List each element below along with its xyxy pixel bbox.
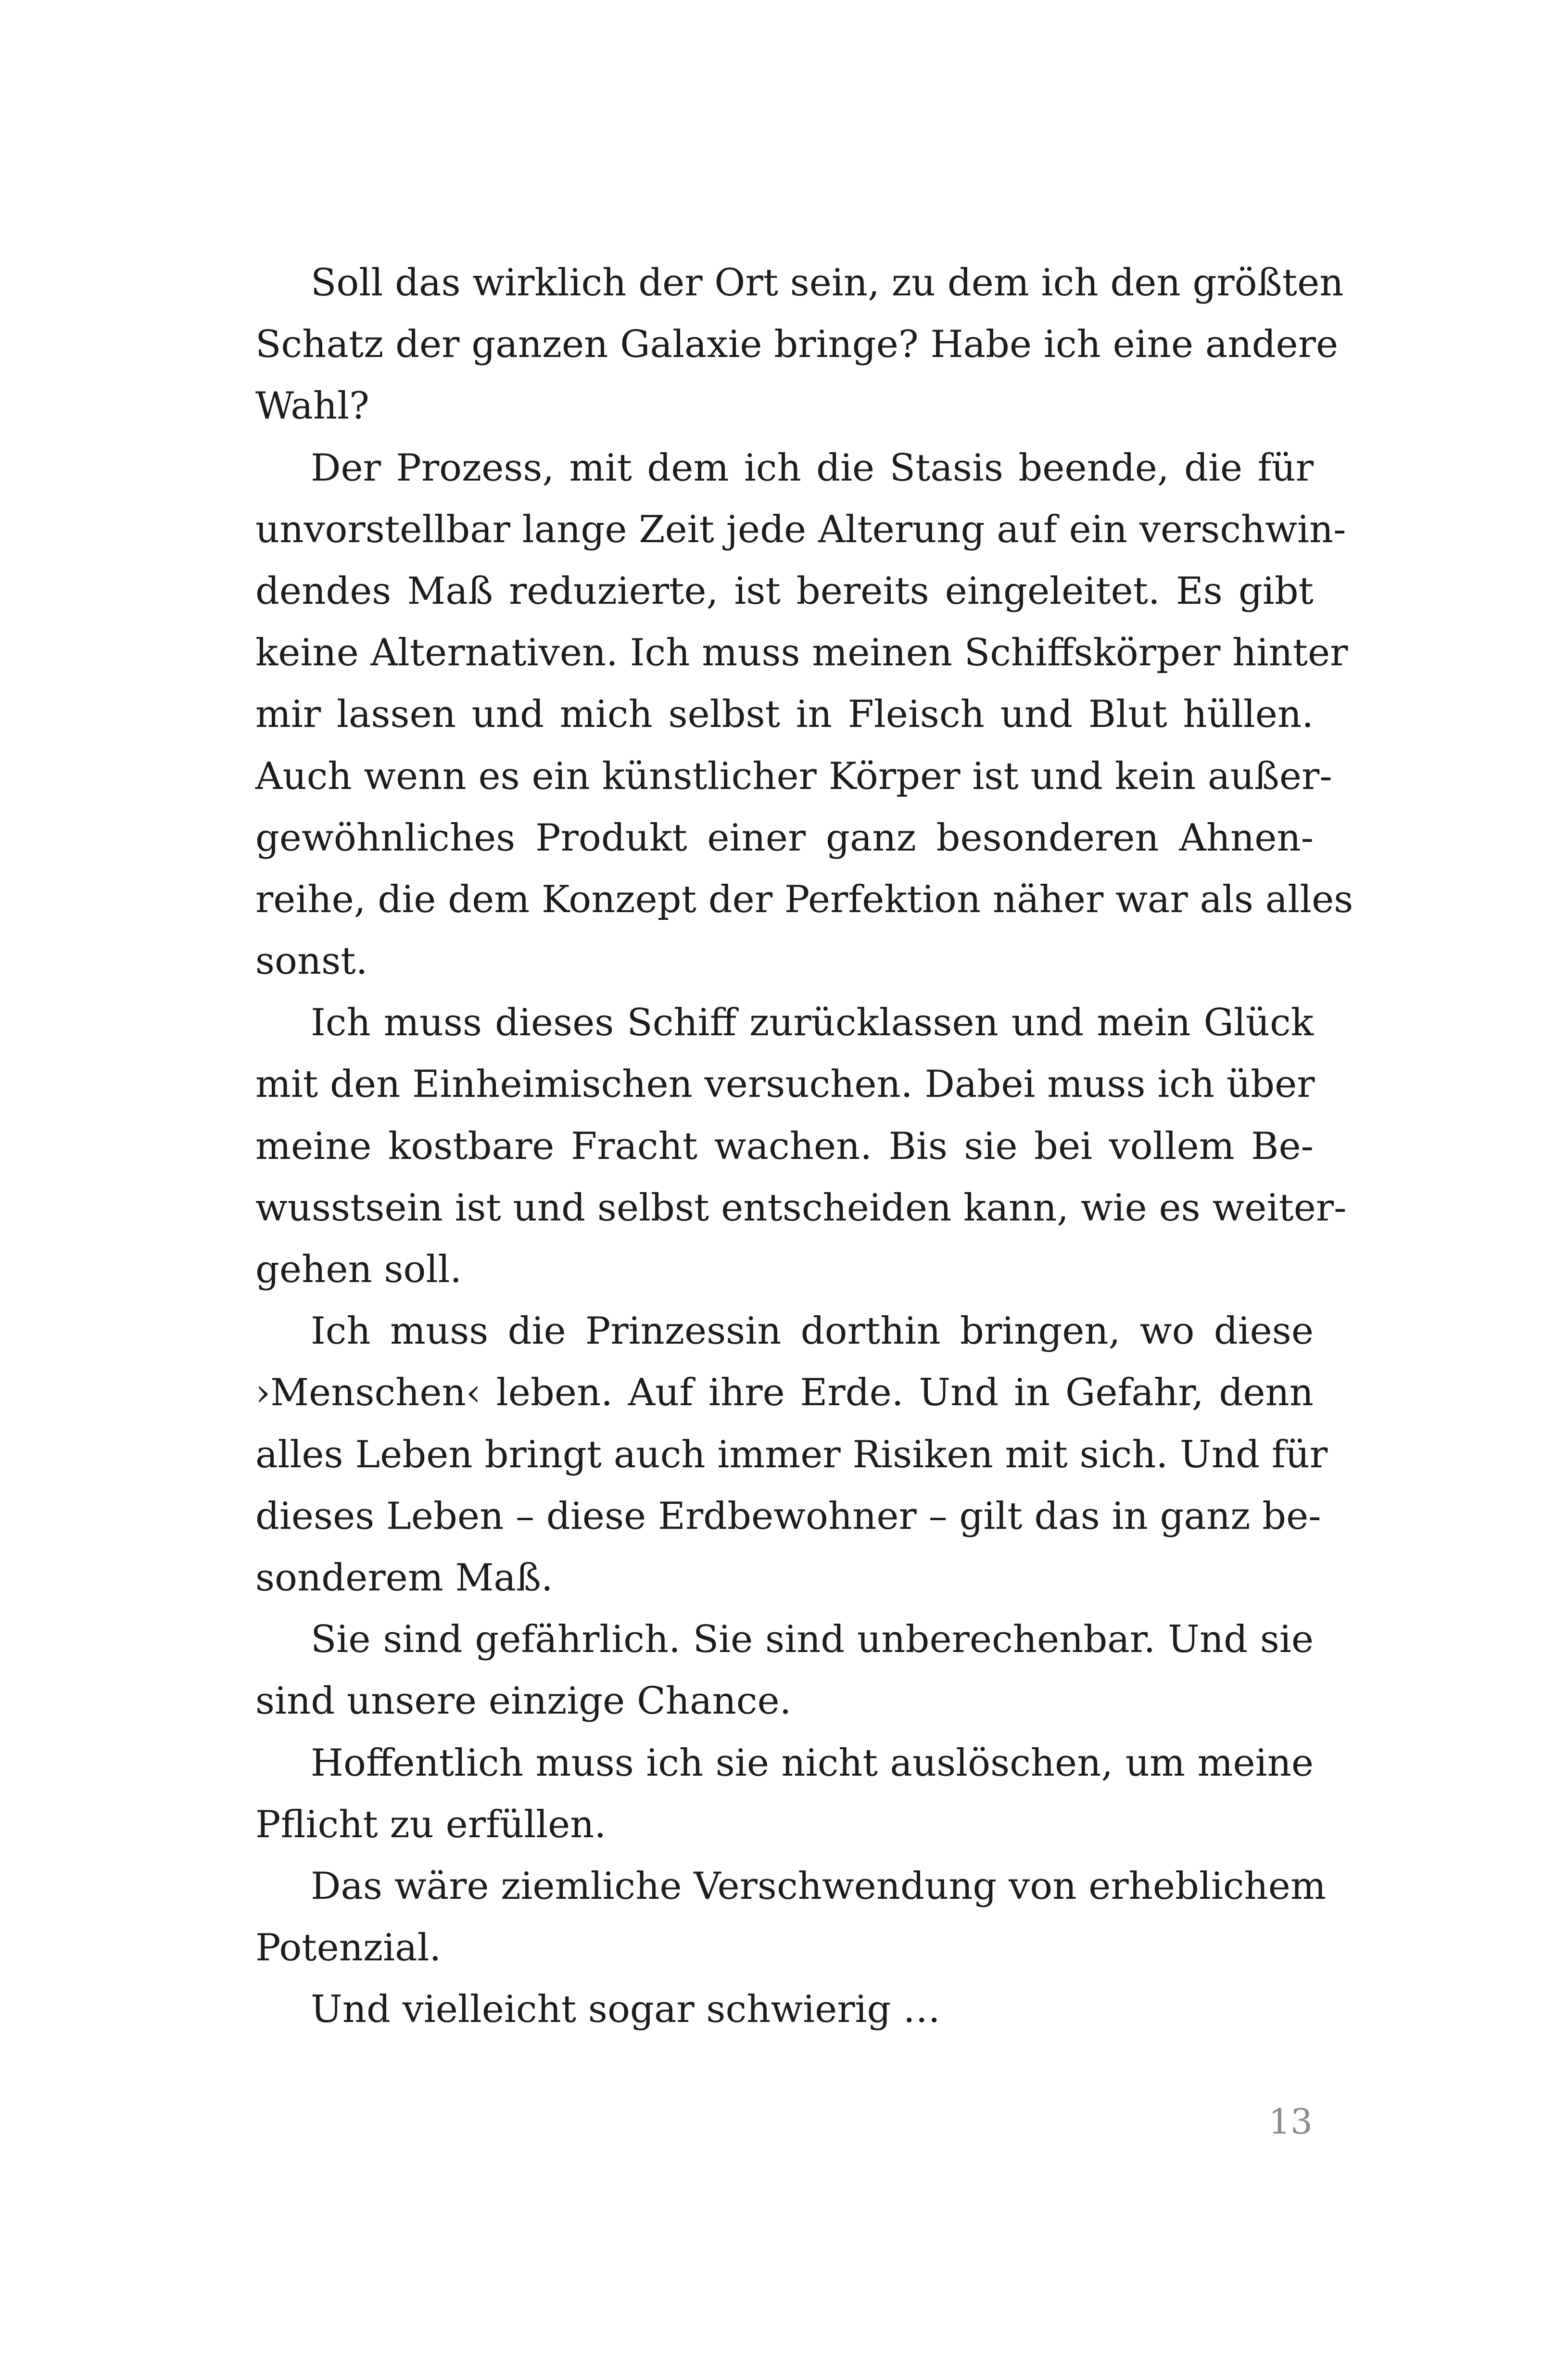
text-line: mir lassen und mich selbst in Fleisch und Blut hüllen. [255,693,1314,737]
paragraph-7 [255,1856,1326,1979]
paragraph-6 [255,1732,1314,1856]
page-number: 13 [1268,2101,1313,2142]
text-line: Ich muss dieses Schiff zurücklassen und mein Glück [311,1001,1314,1045]
text-line: unvorstellbar lange Zeit jede Alterung auf ein verschwin- [255,508,1346,551]
text-line: sonderem Maß. [255,1556,553,1600]
text-line: keine Alternativen. Ich muss meinen Schiffskörper hinter [255,631,1348,675]
text-line: Auch wenn es ein künstlicher Körper ist und kein außer- [255,754,1332,798]
text-line: dendes Maß reduzierte, ist bereits eingeleitet. Es gibt [255,569,1314,613]
text-line: Schatz der ganzen Galaxie bringe? Habe ich eine andere [255,323,1339,367]
text-line: Soll das wirklich der Ort sein, zu dem ich den größten [311,261,1344,305]
text-line: Sie sind gefährlich. Sie sind unberechenbar. Und sie [311,1618,1314,1662]
text-line: Pflicht zu erfüllen. [255,1803,607,1846]
paragraph-5 [255,1609,1314,1732]
text-line: gehen soll. [255,1248,462,1291]
paragraph-8 [255,1979,1314,2040]
text-line: Potenzial. [255,1926,442,1970]
text-line: dieses Leben – diese Erdbewohner – gilt das in ganz be- [255,1494,1321,1538]
text-line: reihe, die dem Konzept der Perfektion näher war als alles [255,877,1353,921]
text-line: Das wäre ziemliche Verschwendung von erheblichem [311,1864,1326,1908]
paragraph-3 [255,992,1347,1300]
paragraph-4 [255,1300,1328,1609]
text-line: wusstsein ist und selbst entscheiden kann, wie es weiter- [255,1186,1347,1230]
text-line: Der Prozess, mit dem ich die Stasis beende, die für [311,446,1314,490]
text-line: sind unsere einzige Chance. [255,1679,792,1723]
text-line: Hoffentlich muss ich sie nicht auslöschen, um meine [311,1741,1314,1785]
text-line: Wahl? [255,384,369,428]
text-line: Ich muss die Prinzessin dorthin bringen, wo diese [311,1309,1314,1353]
text-line: ›Menschen‹ leben. Auf ihre Erde. Und in Gefahr, denn [255,1371,1314,1415]
body-text [255,252,1353,2040]
text-line: gewöhnliches Produkt einer ganz besonderen Ahnen- [255,816,1314,860]
text-line: mit den Einheimischen versuchen. Dabei muss ich über [255,1063,1315,1106]
paragraph-2 [255,437,1353,992]
text-line: sonst. [255,940,368,983]
paragraph-1 [255,252,1344,437]
text-line: Und vielleicht sogar schwierig … [311,1988,941,2032]
text-line: alles Leben bringt auch immer Risiken mit sich. Und für [255,1433,1328,1476]
text-line: meine kostbare Fracht wachen. Bis sie bei vollem Be- [255,1124,1314,1168]
